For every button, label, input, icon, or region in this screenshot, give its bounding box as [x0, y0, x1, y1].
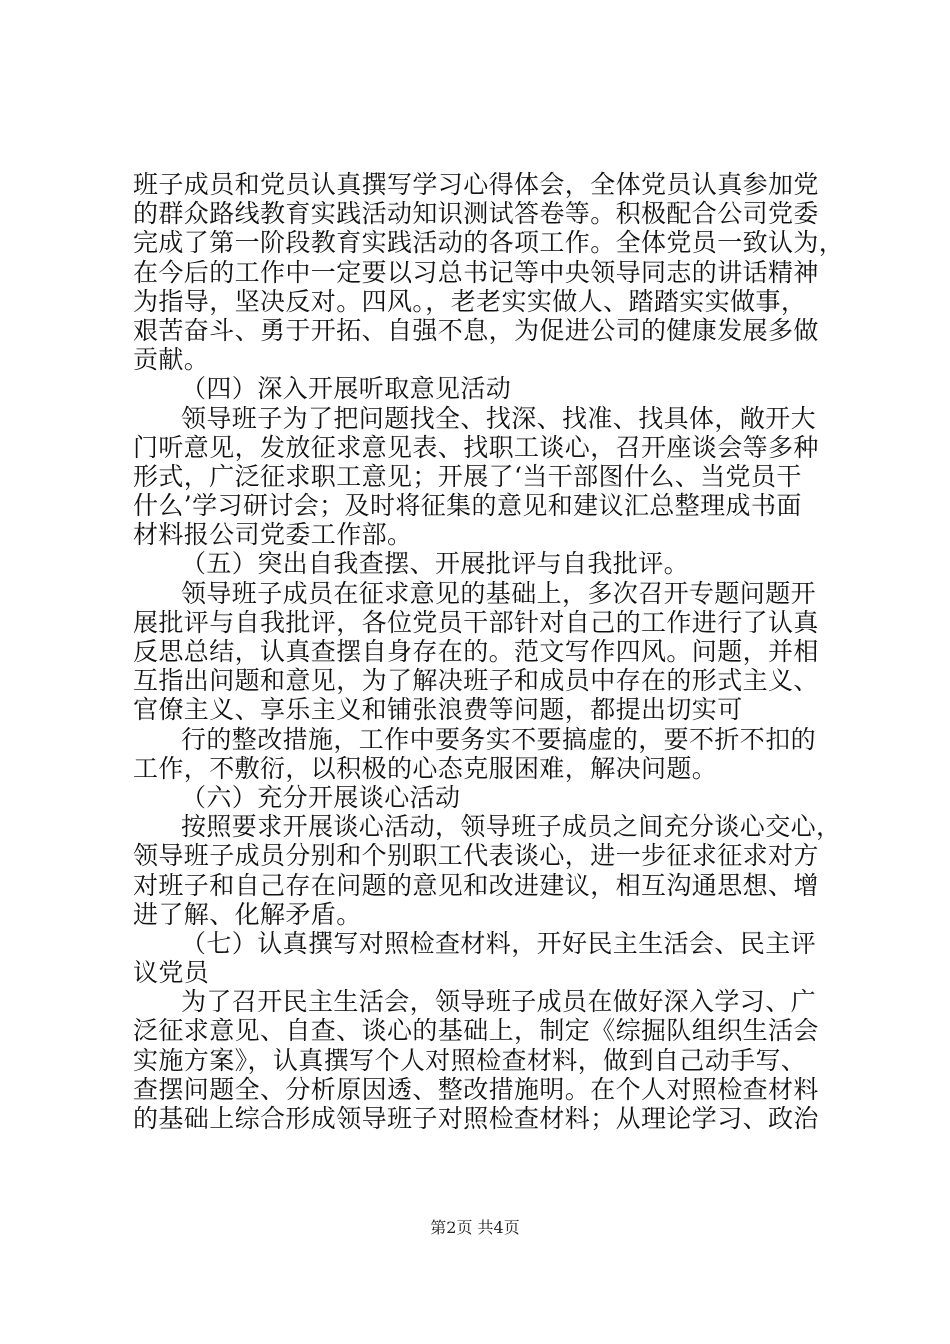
text-line: 互指出问题和意见，为了解决班子和成员中存在的形式主义、 [133, 666, 819, 696]
text-line: 什么’学习研讨会；及时将征集的意见和建议汇总整理成书面 [133, 491, 802, 521]
text-line: （五）突出自我查摆、开展批评与自我批评。 [181, 549, 690, 579]
text-line: 领导班子为了把问题找全、找深、找准、找具体，敞开大 [181, 403, 817, 433]
text-line: 反思总结，认真查摆自身存在的。范文写作四风。问题，并相 [133, 637, 819, 666]
text-line: 进了解、化解矛盾。 [133, 899, 362, 929]
text-line: 在今后的工作中一定要以习总书记等中央领导同志的讲话精神 [133, 257, 819, 287]
text-line: 泛征求意见、自查、谈心的基础上，制定《综掘队组织生活会 [133, 1016, 819, 1046]
text-line: 完成了第一阶段教育实践活动的各项工作。全体党员一致认为， [133, 228, 845, 258]
text-line: 门听意见，发放征求意见表、找职工谈心，召开座谈会等多种 [133, 432, 819, 462]
body-text [133, 170, 845, 1133]
text-line: 官僚主义、享乐主义和铺张浪费等问题，都提出切实可 [133, 695, 743, 725]
text-line: 为指导，坚决反对。四风。，老老实实做人、踏踏实实做事， [133, 286, 807, 316]
text-line: 班子成员和党员认真撰写学习心得体会，全体党员认真参加党 [133, 170, 819, 199]
text-line: 的基础上综合形成领导班子对照检查材料；从理论学习、政治 [133, 1104, 819, 1133]
text-line: 工作，不敷衍，以积极的心态克服困难，解决问题。 [133, 753, 718, 783]
text-line: 领导班子成员在征求意见的基础上，多次召开专题问题开 [181, 578, 817, 608]
text-line: （四）深入开展听取意见活动 [181, 374, 512, 404]
text-line: 的群众路线教育实践活动知识测试答卷等。积极配合公司党委 [133, 199, 819, 229]
text-line: 艰苦奋斗、勇于开拓、自强不息，为促进公司的健康发展多做 [133, 315, 819, 345]
text-line: （六）充分开展谈心活动 [181, 782, 461, 812]
page-number: 第2页 共4页 [430, 1218, 520, 1237]
text-line: 材料报公司党委工作部。 [133, 520, 413, 550]
text-line: 查摆问题全、分析原因透、整改措施明。在个人对照检查材料 [133, 1074, 819, 1104]
text-line: 行的整改措施，工作中要务实不要搞虚的，要不折不扣的 [181, 724, 817, 754]
text-line: 展批评与自我批评，各位党员干部针对自己的工作进行了认真 [133, 607, 819, 637]
text-line: 领导班子成员分别和个别职工代表谈心，进一步征求征求对方 [133, 841, 819, 871]
text-line: 贡献。 [133, 345, 210, 375]
text-line: 对班子和自己存在问题的意见和改进建议，相互沟通思想、增 [133, 870, 819, 900]
text-line: 实施方案》，认真撰写个人对照检查材料，做到自己动手写、 [133, 1045, 807, 1075]
text-line: 议党员 [133, 958, 210, 988]
text-line: 形式，广泛征求职工意见；开展了‘当干部图什么、当党员干 [133, 461, 802, 491]
text-line: 按照要求开展谈心活动，领导班子成员之间充分谈心交心， [181, 812, 842, 842]
text-line: 为了召开民主生活会，领导班子成员在做好深入学习、广 [181, 987, 817, 1017]
text-line: （七）认真撰写对照检查材料，开好民主生活会、民主评 [181, 928, 817, 958]
